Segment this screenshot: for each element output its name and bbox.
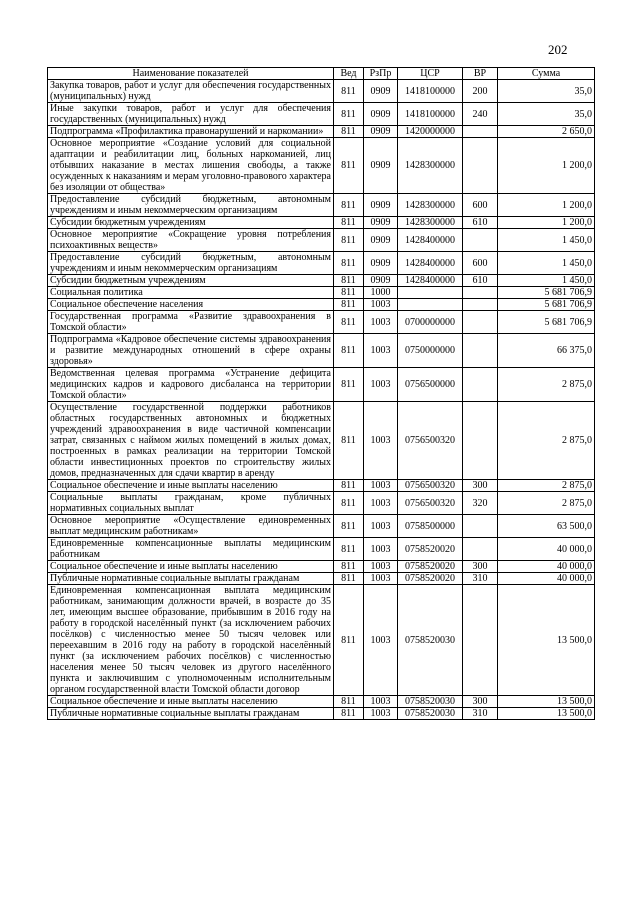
row-name: Государственная программа «Развитие здравоохранения в Томской области» (48, 311, 334, 334)
row-ved: 811 (334, 368, 364, 402)
row-sum: 13 500,0 (498, 585, 595, 696)
row-rzpr: 1003 (364, 334, 398, 368)
header-vr: ВР (463, 68, 498, 80)
row-rzpr: 1003 (364, 515, 398, 538)
row-sum: 5 681 706,9 (498, 287, 595, 299)
row-ved: 811 (334, 252, 364, 275)
row-ved: 811 (334, 402, 364, 480)
row-vr (463, 287, 498, 299)
row-sum: 63 500,0 (498, 515, 595, 538)
row-sum: 2 875,0 (498, 480, 595, 492)
row-vr (463, 538, 498, 561)
row-rzpr: 0909 (364, 217, 398, 229)
row-vr: 600 (463, 252, 498, 275)
row-ved: 811 (334, 275, 364, 287)
row-name: Закупка товаров, работ и услуг для обеспечения государственных (муниципальных) нужд (48, 80, 334, 103)
row-name: Предоставление субсидий бюджетным, автономным учреждениям и иным некоммерческим организациям (48, 194, 334, 217)
header-ved: Вед (334, 68, 364, 80)
row-name: Социальное обеспечение и иные выплаты населению (48, 480, 334, 492)
row-rzpr: 0909 (364, 80, 398, 103)
row-vr: 610 (463, 217, 498, 229)
row-ved: 811 (334, 194, 364, 217)
row-vr (463, 368, 498, 402)
row-sum: 2 875,0 (498, 402, 595, 480)
table-row (48, 194, 595, 217)
table-row (48, 103, 595, 126)
row-vr: 240 (463, 103, 498, 126)
table-row (48, 696, 595, 708)
row-ved: 811 (334, 585, 364, 696)
row-csr: 0700000000 (398, 311, 463, 334)
row-name: Основное мероприятие «Сокращение уровня потребления психоактивных веществ» (48, 229, 334, 252)
row-ved: 811 (334, 299, 364, 311)
row-name: Социальные выплаты гражданам, кроме публичных нормативных социальных выплат (48, 492, 334, 515)
row-sum: 1 450,0 (498, 229, 595, 252)
row-rzpr: 1003 (364, 480, 398, 492)
row-ved: 811 (334, 708, 364, 720)
row-name: Осуществление государственной поддержки работников областных государственных автономных и бюджетных учреждений здравоохранения в виде частичной компенсации затрат, связанных с наймом жилых помещений в жилых домах, построенных в рамках реализации на территории Томской области инвестиционных проектов по строительству жилых домов, предназначенных для сдачи квартир в аренду (48, 402, 334, 480)
row-sum: 35,0 (498, 80, 595, 103)
row-name: Основное мероприятие «Создание условий для социальной адаптации и реабилитации лиц, больных наркоманией, лиц отбывших наказание в местах лишения свободы, а также осужденных к наказаниям и мерам уголовно-правового характера без изоляции от общества» (48, 138, 334, 194)
table-row (48, 538, 595, 561)
row-name: Субсидии бюджетным учреждениям (48, 217, 334, 229)
row-sum: 1 200,0 (498, 217, 595, 229)
row-sum: 66 375,0 (498, 334, 595, 368)
row-ved: 811 (334, 696, 364, 708)
row-rzpr: 1003 (364, 299, 398, 311)
table-row (48, 252, 595, 275)
row-rzpr: 0909 (364, 126, 398, 138)
table-row (48, 492, 595, 515)
budget-table (47, 67, 595, 720)
row-rzpr: 0909 (364, 229, 398, 252)
table-row (48, 138, 595, 194)
table-row (48, 402, 595, 480)
row-vr: 320 (463, 492, 498, 515)
row-ved: 811 (334, 287, 364, 299)
row-csr: 0758520030 (398, 708, 463, 720)
row-csr: 1428300000 (398, 194, 463, 217)
table-row (48, 368, 595, 402)
table-row (48, 299, 595, 311)
row-csr: 0758520030 (398, 696, 463, 708)
row-rzpr: 1003 (364, 492, 398, 515)
row-name: Публичные нормативные социальные выплаты гражданам (48, 573, 334, 585)
table-row (48, 334, 595, 368)
table-row (48, 708, 595, 720)
row-rzpr: 0909 (364, 275, 398, 287)
row-name: Иные закупки товаров, работ и услуг для обеспечения государственных (муниципальных) нужд (48, 103, 334, 126)
row-ved: 811 (334, 492, 364, 515)
row-csr (398, 299, 463, 311)
row-sum: 35,0 (498, 103, 595, 126)
row-vr (463, 138, 498, 194)
row-rzpr: 1003 (364, 402, 398, 480)
row-vr (463, 229, 498, 252)
row-csr: 1428400000 (398, 252, 463, 275)
row-ved: 811 (334, 515, 364, 538)
row-ved: 811 (334, 217, 364, 229)
table-row (48, 311, 595, 334)
row-vr (463, 515, 498, 538)
row-ved: 811 (334, 561, 364, 573)
table-header-row (48, 68, 595, 80)
page-number: 202 (548, 42, 568, 57)
row-csr: 1428400000 (398, 275, 463, 287)
row-vr (463, 299, 498, 311)
row-vr: 310 (463, 573, 498, 585)
row-rzpr: 1003 (364, 585, 398, 696)
row-sum: 13 500,0 (498, 696, 595, 708)
row-csr: 0756500320 (398, 492, 463, 515)
row-rzpr: 1003 (364, 708, 398, 720)
table-row (48, 80, 595, 103)
table-row (48, 561, 595, 573)
row-sum: 1 200,0 (498, 194, 595, 217)
row-vr: 310 (463, 708, 498, 720)
row-csr: 1418100000 (398, 80, 463, 103)
row-csr: 0758520020 (398, 573, 463, 585)
row-rzpr: 0909 (364, 103, 398, 126)
table-row (48, 515, 595, 538)
table-row (48, 480, 595, 492)
row-csr: 1428300000 (398, 138, 463, 194)
row-csr: 1428400000 (398, 229, 463, 252)
row-sum: 5 681 706,9 (498, 299, 595, 311)
row-sum: 2 650,0 (498, 126, 595, 138)
row-rzpr: 1003 (364, 561, 398, 573)
row-name: Подпрограмма «Профилактика правонарушений и наркомании» (48, 126, 334, 138)
row-rzpr: 1003 (364, 311, 398, 334)
row-sum: 2 875,0 (498, 492, 595, 515)
row-ved: 811 (334, 334, 364, 368)
header-csr: ЦСР (398, 68, 463, 80)
row-rzpr: 0909 (364, 252, 398, 275)
row-rzpr: 1003 (364, 573, 398, 585)
row-csr: 0756500000 (398, 368, 463, 402)
row-name: Подпрограмма «Кадровое обеспечение системы здравоохранения и развитие международных отношений в сфере охраны здоровья» (48, 334, 334, 368)
table-row (48, 573, 595, 585)
row-sum: 1 450,0 (498, 252, 595, 275)
row-vr (463, 311, 498, 334)
row-sum: 1 200,0 (498, 138, 595, 194)
row-csr: 0758520030 (398, 585, 463, 696)
row-csr: 1428300000 (398, 217, 463, 229)
row-ved: 811 (334, 138, 364, 194)
table-row (48, 287, 595, 299)
header-name: Наименование показателей (48, 68, 334, 80)
row-name: Единовременная компенсационная выплата медицинским работникам, занимающим должности врачей, в возрасте до 35 лет, имеющим высшее образование, прибывшим в 2016 году на работу в городской населённый пункт (за исключением рабочих посёлков) с численностью менее 50 тысяч человек или переехавшим в 2016 году на работу в городской населённый пункт (за исключением рабочих посёлков) с численностью населения менее 50 тысяч человек из другого населённого пункта и заключившим с уполномоченным исполнительным органом государственной власти Томской области договор (48, 585, 334, 696)
row-ved: 811 (334, 229, 364, 252)
row-vr: 600 (463, 194, 498, 217)
row-sum: 1 450,0 (498, 275, 595, 287)
row-ved: 811 (334, 573, 364, 585)
row-name: Единовременные компенсационные выплаты медицинским работникам (48, 538, 334, 561)
row-rzpr: 1000 (364, 287, 398, 299)
table-row (48, 275, 595, 287)
row-vr (463, 126, 498, 138)
row-name: Предоставление субсидий бюджетным, автономным учреждениям и иным некоммерческим организациям (48, 252, 334, 275)
row-name: Социальная политика (48, 287, 334, 299)
header-sum: Сумма (498, 68, 595, 80)
row-sum: 40 000,0 (498, 538, 595, 561)
row-rzpr: 1003 (364, 368, 398, 402)
row-csr: 0758500000 (398, 515, 463, 538)
row-name: Социальное обеспечение и иные выплаты населению (48, 696, 334, 708)
row-rzpr: 1003 (364, 538, 398, 561)
row-ved: 811 (334, 103, 364, 126)
row-sum: 13 500,0 (498, 708, 595, 720)
row-vr (463, 334, 498, 368)
row-rzpr: 0909 (364, 194, 398, 217)
row-name: Публичные нормативные социальные выплаты гражданам (48, 708, 334, 720)
row-csr: 0758520020 (398, 538, 463, 561)
row-sum: 5 681 706,9 (498, 311, 595, 334)
row-ved: 811 (334, 80, 364, 103)
row-vr: 300 (463, 480, 498, 492)
row-csr: 0756500320 (398, 480, 463, 492)
row-vr: 610 (463, 275, 498, 287)
row-rzpr: 1003 (364, 696, 398, 708)
header-rzpr: РзПр (364, 68, 398, 80)
row-name: Социальное обеспечение и иные выплаты населению (48, 561, 334, 573)
row-csr: 0750000000 (398, 334, 463, 368)
row-rzpr: 0909 (364, 138, 398, 194)
row-sum: 2 875,0 (498, 368, 595, 402)
row-name: Основное мероприятие «Осуществление единовременных выплат медицинским работникам» (48, 515, 334, 538)
row-vr: 200 (463, 80, 498, 103)
row-csr: 0758520020 (398, 561, 463, 573)
table-row (48, 126, 595, 138)
row-vr: 300 (463, 561, 498, 573)
row-csr: 0756500320 (398, 402, 463, 480)
row-name: Социальное обеспечение населения (48, 299, 334, 311)
row-vr: 300 (463, 696, 498, 708)
row-ved: 811 (334, 126, 364, 138)
row-csr: 1420000000 (398, 126, 463, 138)
row-vr (463, 402, 498, 480)
row-vr (463, 585, 498, 696)
table-row (48, 585, 595, 696)
row-ved: 811 (334, 480, 364, 492)
table-row (48, 229, 595, 252)
row-sum: 40 000,0 (498, 573, 595, 585)
row-name: Субсидии бюджетным учреждениям (48, 275, 334, 287)
row-csr (398, 287, 463, 299)
row-sum: 40 000,0 (498, 561, 595, 573)
table-row (48, 217, 595, 229)
row-name: Ведомственная целевая программа «Устранение дефицита медицинских кадров и кадрового дисбаланса на территории Томской области» (48, 368, 334, 402)
row-ved: 811 (334, 538, 364, 561)
row-csr: 1418100000 (398, 103, 463, 126)
row-ved: 811 (334, 311, 364, 334)
